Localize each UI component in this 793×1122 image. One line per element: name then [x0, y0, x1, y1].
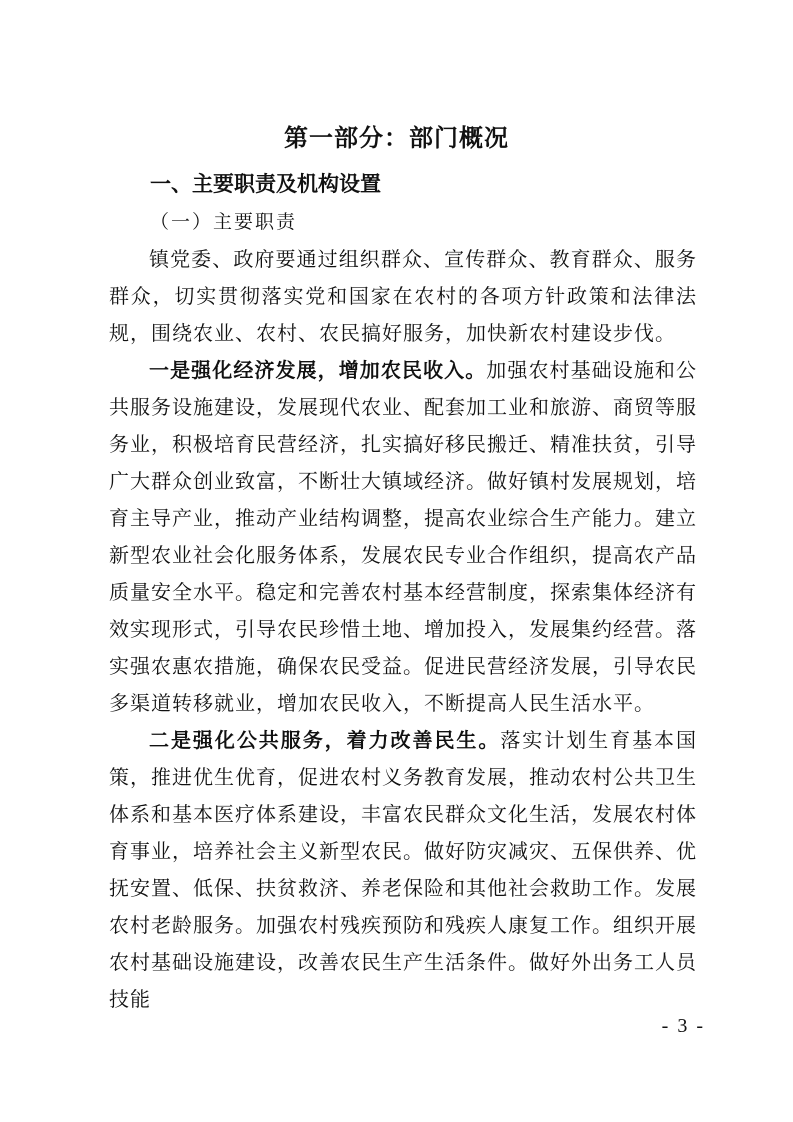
section-heading: 一、主要职责及机构设置 [150, 172, 381, 196]
subsection-heading: （一）主要职责 [150, 211, 298, 233]
paragraph-public-services [109, 722, 697, 1018]
page-title: 第一部分：部门概况 [284, 123, 509, 152]
paragraph-text: 镇党委、政府要通过组织群众、宣传群众、教育群众、服务群众，切实贯彻落实党和国家在农村的各项方针政策和法律法规，围绕农业、农村、农民搞好服务，加快新农村建设步伐。 [109, 247, 697, 345]
paragraph-lead: 二是强化公共服务，着力改善民生。 [149, 728, 501, 752]
paragraph-duties-intro [109, 241, 697, 352]
paragraph-economic-development [109, 352, 697, 722]
paragraph-text: 落实计划生育基本国策，推进优生优育，促进农村义务教育发展，推动农村公共卫生体系和基本医疗体系建设，丰富农民群众文化生活，发展农村体育事业，培养社会主义新型农民。做好防灾减灾、五保供养、优抚安置、低保、扶贫救济、养老保险和其他社会救助工作。发展农村老龄服务。加强农村残疾预防和残疾人康复工作。组织开展农村基础设施建设，改善农民生产生活条件。做好外出务工人员技能 [109, 728, 698, 1011]
paragraph-lead: 一是强化经济发展，增加农民收入。 [149, 358, 487, 382]
page-number: - 3 - [661, 1015, 705, 1037]
paragraph-text: 加强农村基础设施和公共服务设施建设，发展现代农业、配套加工业和旅游、商贸等服务业，积极培育民营经济，扎实搞好移民搬迁、精准扶贫，引导广大群众创业致富，不断壮大镇域经济。做好镇村发展规划，培育主导产业，推动产业结构调整，提高农业综合生产能力。建立新型农业社会化服务体系，发展农民专业合作组织，提高农产品质量安全水平。稳定和完善农村基本经营制度，探索集体经济有效实现形式，引导农民珍惜土地、增加投入，发展集约经营。落实强农惠农措施，确保农民受益。促进民营经济发展，引导农民多渠道转移就业，增加农民收入，不断提高人民生活水平。 [109, 358, 698, 715]
